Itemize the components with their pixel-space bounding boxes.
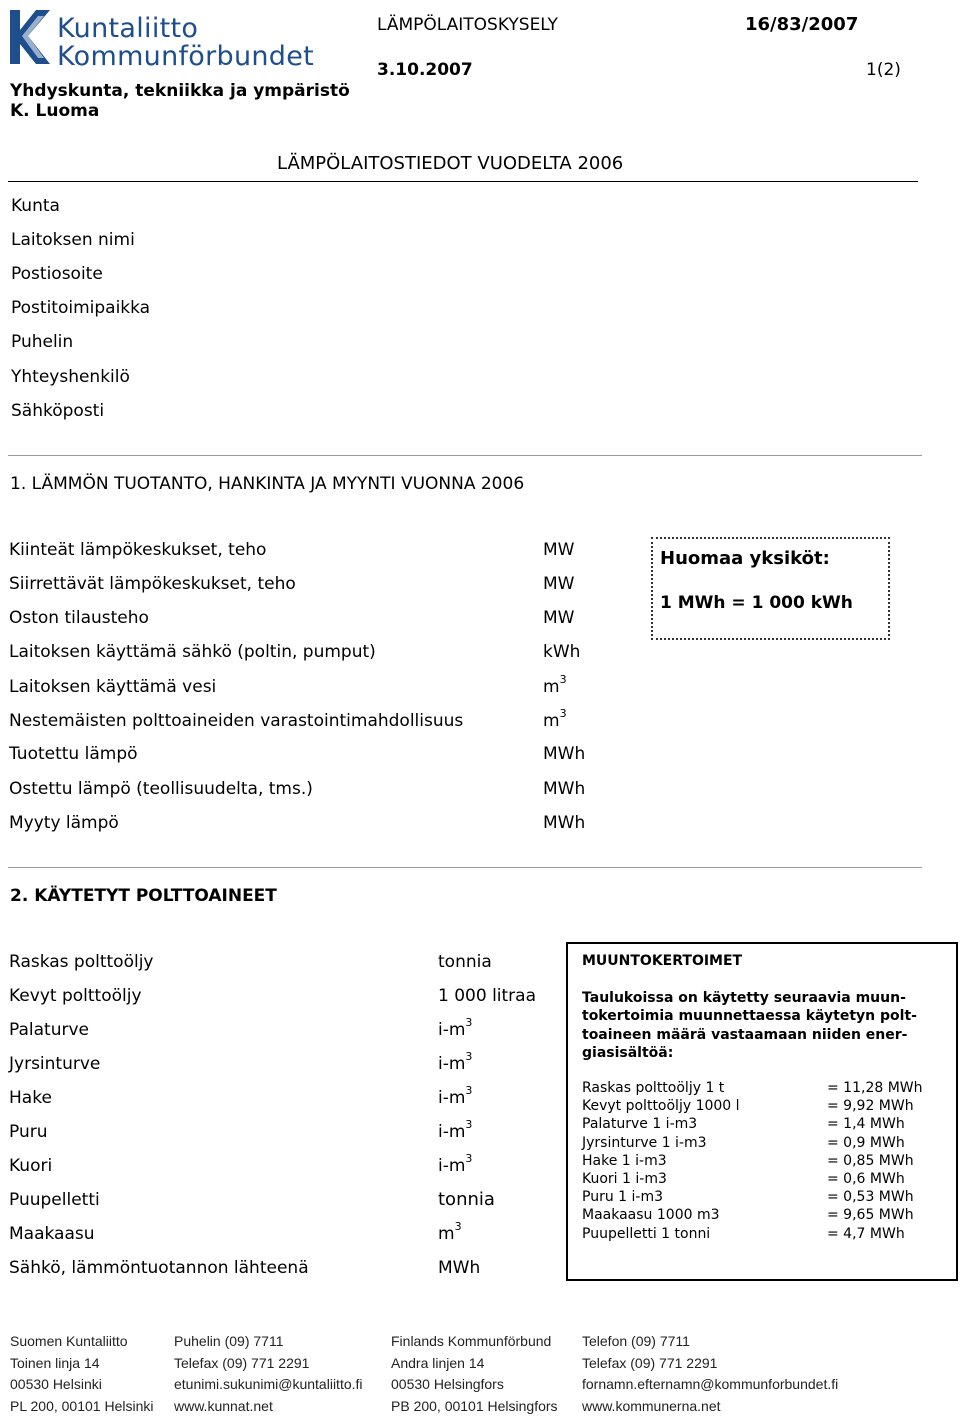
fuel-unit: $i-m^3$ [438, 1020, 472, 1040]
fuel-unit: $i-m^3$ [438, 1122, 472, 1142]
conversion-row: Puru 1 i-m3 = 0,53 MWh [582, 1189, 923, 1207]
fuel-label: Sähkö, lämmöntuotannon lähteenä [9, 1258, 309, 1278]
row-label: Laitoksen käyttämä sähkö (poltin, pumput) [9, 642, 376, 662]
row-unit: $m^3$ [543, 711, 567, 731]
row-unit: MW [543, 574, 574, 594]
field-postiosoite: Postiosoite [11, 264, 103, 284]
footer-email-link[interactable]: fornamn.efternamn@kommunforbundet.fi [582, 1374, 838, 1396]
department: Yhdyskunta, tekniikka ja ympäristö [10, 81, 350, 101]
conversion-row: Maakaasu 1000 m3 = 9,65 MWh [582, 1207, 923, 1225]
field-yhteyshenkilo: Yhteyshenkilö [11, 367, 130, 387]
footer-col-sv-address: Finlands Kommunförbund Andra linjen 14 00530 Helsingfors PB 200, 00101 Helsingfors [391, 1331, 558, 1417]
conversion-factors-box [566, 942, 958, 1281]
row-label: Nestemäisten polttoaineiden varastointimahdollisuus [9, 711, 463, 731]
row-label: Laitoksen käyttämä vesi [9, 677, 216, 697]
fuel-unit: MWh [438, 1258, 480, 1278]
field-laitoksen-nimi: Laitoksen nimi [11, 230, 135, 250]
author: K. Luoma [10, 101, 99, 121]
section1-divider [8, 455, 922, 456]
fuel-label: Kevyt polttoöljy [9, 986, 142, 1006]
section2-heading: 2. KÄYTETYT POLTTOAINEET [10, 886, 277, 906]
footer-col-fi-contact: Puhelin (09) 7711 Telefax (09) 771 2291 etunimi.sukunimi@kuntaliitto.fi www.kunnat.net [174, 1331, 363, 1417]
row-unit: MWh [543, 744, 585, 764]
conversion-row: Kuori 1 i-m3 = 0,6 MWh [582, 1171, 923, 1189]
fuel-unit: $i-m^3$ [438, 1054, 472, 1074]
footer-col-fi-address: Suomen Kuntaliitto Toinen linja 14 00530 Helsinki PL 200, 00101 Helsinki [10, 1331, 153, 1417]
kuntaliitto-logo-icon [6, 8, 54, 66]
row-label: Myyty lämpö [9, 813, 119, 833]
units-note-box [651, 537, 890, 640]
fuel-unit: tonnia [438, 952, 492, 972]
page-title: LÄMPÖLAITOSTIEDOT VUODELTA 2006 [277, 153, 623, 174]
field-postitoimipaikka: Postitoimipaikka [11, 298, 150, 318]
document-type: LÄMPÖLAITOSKYSELY [377, 15, 558, 35]
fuel-label: Jyrsinturve [9, 1054, 100, 1074]
row-unit: MW [543, 540, 574, 560]
conversion-intro: Taulukoissa on käytetty seuraavia muun- tokertoimia muunnettaessa käytetyn polt- toaineen määrä vastaamaan niiden ener- giasisältöä: [582, 989, 917, 1062]
field-puhelin: Puhelin [11, 332, 73, 352]
row-unit: MWh [543, 813, 585, 833]
fuel-label: Puupelletti [9, 1190, 100, 1210]
conversion-row: Raskas polttoöljy 1 t = 11,28 MWh [582, 1080, 923, 1098]
fuel-label: Hake [9, 1088, 52, 1108]
row-label: Tuotettu lämpö [9, 744, 138, 764]
fuel-label: Palaturve [9, 1020, 89, 1040]
org-name-finnish: Kuntaliitto [57, 13, 198, 44]
field-sahkoposti: Sähköposti [11, 401, 104, 421]
row-label: Kiinteät lämpökeskukset, teho [9, 540, 266, 560]
conversion-title: MUUNTOKERTOIMET [582, 953, 742, 969]
conversion-row: Palaturve 1 i-m3 = 1,4 MWh [582, 1116, 923, 1134]
conversion-row: Jyrsinturve 1 i-m3 = 0,9 MWh [582, 1135, 923, 1153]
org-name-swedish: Kommunförbundet [57, 41, 314, 72]
footer-web-link[interactable]: www.kommunerna.net [582, 1396, 838, 1417]
fuel-label: Maakaasu [9, 1224, 95, 1244]
row-unit: MWh [543, 779, 585, 799]
row-label: Siirrettävät lämpökeskukset, teho [9, 574, 296, 594]
conversion-row: Kevyt polttoöljy 1000 l = 9,92 MWh [582, 1098, 923, 1116]
units-note-title: Huomaa yksiköt: [660, 548, 830, 569]
fuel-unit: $i-m^3$ [438, 1088, 472, 1108]
title-divider [8, 181, 918, 182]
document-number: 16/83/2007 [745, 14, 858, 35]
footer-web-link[interactable]: www.kunnat.net [174, 1396, 363, 1417]
row-unit: MW [543, 608, 574, 628]
fuel-unit: $m^3$ [438, 1224, 462, 1244]
footer-col-sv-contact: Telefon (09) 7711 Telefax (09) 771 2291 fornamn.efternamn@kommunforbundet.fi www.kommunerna.net [582, 1331, 838, 1417]
fuel-unit: 1 000 litraa [438, 986, 536, 1006]
footer-email-link[interactable]: etunimi.sukunimi@kuntaliitto.fi [174, 1374, 363, 1396]
conversion-row: Hake 1 i-m3 = 0,85 MWh [582, 1153, 923, 1171]
fuel-label: Kuori [9, 1156, 52, 1176]
field-kunta: Kunta [11, 196, 60, 216]
row-label: Oston tilausteho [9, 608, 149, 628]
section1-heading: 1. LÄMMÖN TUOTANTO, HANKINTA JA MYYNTI VUONNA 2006 [10, 474, 524, 494]
fuel-label: Raskas polttoöljy [9, 952, 154, 972]
conversion-row: Puupelletti 1 tonni = 4,7 MWh [582, 1226, 923, 1244]
fuel-label: Puru [9, 1122, 48, 1142]
fuel-unit: tonnia [438, 1189, 495, 1210]
conversion-table [582, 1080, 923, 1244]
row-label: Ostettu lämpö (teollisuudelta, tms.) [9, 779, 313, 799]
row-unit: $m^3$ [543, 677, 567, 697]
section2-divider [8, 867, 922, 868]
document-date: 3.10.2007 [377, 60, 473, 80]
fuel-unit: $i-m^3$ [438, 1156, 472, 1176]
row-unit: kWh [543, 642, 580, 662]
units-note-text: 1 MWh = 1 000 kWh [660, 593, 853, 613]
page-number: 1(2) [866, 60, 901, 80]
